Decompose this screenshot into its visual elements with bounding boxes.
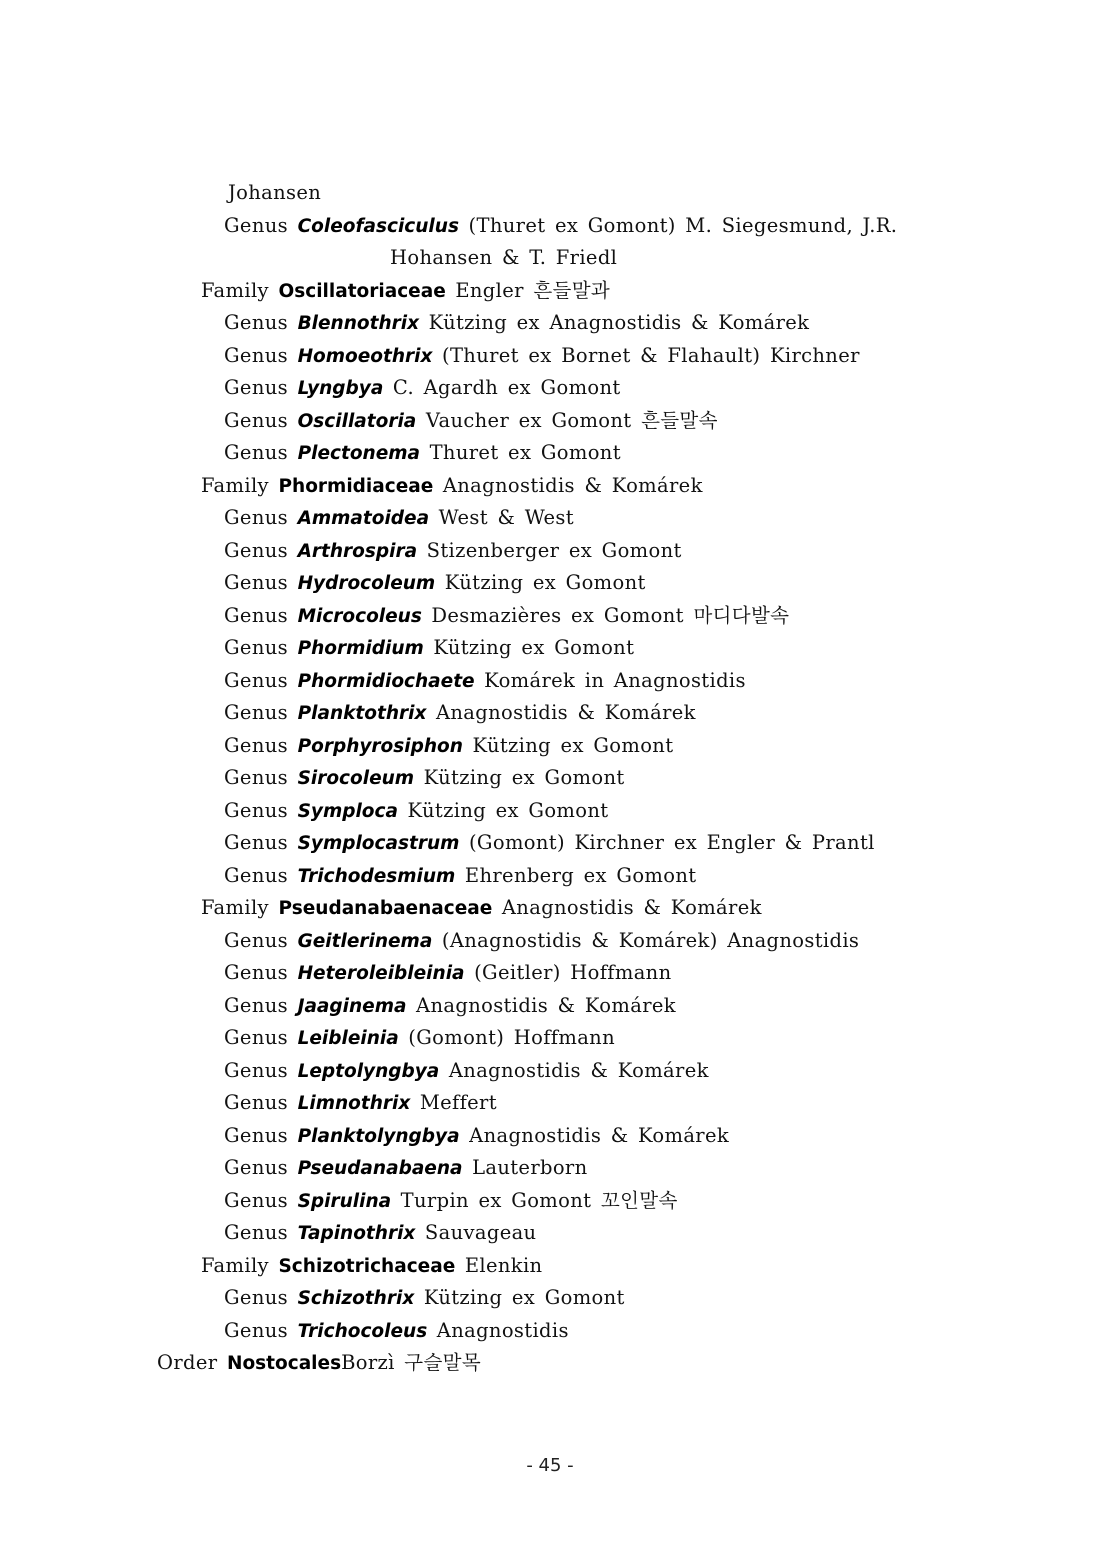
genus-entry <box>0 1087 1100 1120</box>
genus-entry <box>0 437 1100 470</box>
authority: Ehrenberg ex Gomont <box>464 863 697 887</box>
rank-label: Genus <box>224 311 288 334</box>
rank-label: Genus <box>224 603 288 627</box>
genus-entry <box>0 665 1100 698</box>
genus-name: Leptolyngbya <box>297 1060 440 1082</box>
authority: Kützing ex Gomont <box>444 571 646 594</box>
genus-entry <box>0 1055 1100 1088</box>
rank-label: Genus <box>224 376 288 399</box>
genus-entry <box>0 1022 1100 1055</box>
rank-label: Genus <box>224 1091 288 1114</box>
rank-label: Genus <box>224 1286 288 1309</box>
authority: Anagnostidis & Komárek <box>501 896 762 919</box>
genus-name: Microcoleus <box>297 605 422 627</box>
authority: (Gomont) Hoffmann <box>408 1026 616 1049</box>
rank-label: Genus <box>224 766 288 789</box>
genus-entry <box>0 827 1100 860</box>
genus-name: Heteroleibleinia <box>297 963 465 984</box>
genus-entry <box>0 502 1100 535</box>
rank-label: Family <box>201 1253 269 1277</box>
korean-name: 흔들말과 <box>533 278 611 302</box>
rank-label: Genus <box>224 733 288 757</box>
rank-label: Genus <box>224 1156 288 1179</box>
genus-entry <box>0 860 1100 893</box>
genus-entry <box>0 340 1100 373</box>
authority: Lauterborn <box>472 1156 588 1179</box>
order-name: Nostocales <box>226 1353 342 1374</box>
family-name: Pseudanabaenaceae <box>278 898 493 919</box>
genus-entry <box>0 405 1100 438</box>
authority: Anagnostidis & Komárek <box>469 1123 730 1147</box>
family-name: Schizotrichaceae <box>278 1255 456 1277</box>
authority: Kützing ex Gomont <box>472 733 674 757</box>
genus-entry <box>0 730 1100 763</box>
rank-label: Genus <box>224 831 288 854</box>
authority: (Geitler) Hoffmann <box>474 961 672 984</box>
genus-name: Hydrocoleum <box>297 573 436 594</box>
genus-name: Symploca <box>297 800 398 822</box>
rank-label: Family <box>201 896 269 919</box>
genus-entry <box>0 1282 1100 1315</box>
page-number: - 45 - <box>526 1455 574 1476</box>
genus-name: Phormidium <box>297 638 424 659</box>
family-name: Phormidiaceae <box>278 475 434 497</box>
genus-name: Planktolyngbya <box>297 1125 460 1147</box>
genus-name: Pseudanabaena <box>297 1158 463 1179</box>
authority: Anagnostidis & Komárek <box>435 701 696 724</box>
genus-entry <box>0 600 1100 633</box>
korean-name: 구슬말목 <box>404 1351 482 1374</box>
family-entry <box>0 1250 1100 1283</box>
genus-entry <box>0 957 1100 990</box>
genus-name: Porphyrosiphon <box>297 735 463 757</box>
rank-label: Genus <box>224 928 288 952</box>
genus-name: Arthrospira <box>297 540 418 562</box>
korean-name: 마디다발속 <box>693 603 790 627</box>
authority: C. Agardh ex Gomont <box>392 376 621 399</box>
authority: Anagnostidis <box>436 1318 569 1342</box>
authority: Stizenberger ex Gomont <box>426 538 682 562</box>
authority: Kützing ex Gomont <box>423 766 625 789</box>
genus-name: Trichocoleus <box>297 1320 428 1342</box>
authority: Vaucher ex Gomont <box>425 408 632 432</box>
genus-name: Oscillatoria <box>297 410 417 432</box>
family-entry <box>0 275 1100 308</box>
rank-label: Genus <box>224 1026 288 1049</box>
genus-entry <box>0 762 1100 795</box>
order-entry <box>0 1347 1100 1380</box>
genus-name: Coleofasciculus <box>297 215 459 237</box>
genus-name: Geitlerinema <box>297 930 433 952</box>
authority: (Thuret ex Gomont) M. Siegesmund, J.R. <box>468 213 898 237</box>
genus-entry <box>0 1120 1100 1153</box>
rank-label: Genus <box>224 408 288 432</box>
genus-name: Homoeothrix <box>297 345 433 367</box>
authority: Kützing ex Gomont <box>407 798 609 822</box>
authority: Desmazières ex Gomont <box>431 603 684 627</box>
authority: Kützing ex Gomont <box>423 1286 625 1309</box>
genus-entry <box>0 990 1100 1023</box>
authority: West & West <box>438 506 574 529</box>
rank-label: Genus <box>224 636 288 659</box>
continuation-text: Johansen <box>228 181 322 204</box>
genus-entry <box>0 925 1100 958</box>
authority: (Thuret ex Bornet & Flahault) Kirchner <box>441 343 860 367</box>
authority: Engler <box>455 278 524 302</box>
rank-label: Genus <box>224 1318 288 1342</box>
rank-label: Genus <box>224 1188 288 1212</box>
genus-name: Symplocastrum <box>297 833 460 854</box>
family-entry <box>0 470 1100 503</box>
rank-label: Genus <box>224 441 288 464</box>
genus-name: Leibleinia <box>297 1028 399 1049</box>
rank-label: Genus <box>224 863 288 887</box>
genus-name: Plectonema <box>297 443 421 464</box>
genus-name: Blennothrix <box>297 313 420 334</box>
rank-label: Genus <box>224 1221 288 1244</box>
genus-name: Planktothrix <box>297 703 427 724</box>
authority: Anagnostidis & Komárek <box>442 473 703 497</box>
genus-name: Sirocoleum <box>297 768 415 789</box>
rank-label: Genus <box>224 506 288 529</box>
genus-entry <box>0 697 1100 730</box>
genus-name: Lyngbya <box>297 378 384 399</box>
genus-entry <box>0 535 1100 568</box>
genus-entry <box>0 307 1100 340</box>
family-name: Oscillatoriaceae <box>278 280 446 302</box>
korean-name: 흔들말속 <box>641 408 718 432</box>
rank-label: Genus <box>224 668 288 692</box>
genus-name: Limnothrix <box>297 1093 411 1114</box>
genus-entry <box>0 210 1100 243</box>
rank-label: Family <box>201 473 269 497</box>
family-entry <box>0 892 1100 925</box>
genus-name: Trichodesmium <box>297 865 456 887</box>
rank-label: Genus <box>224 1058 288 1082</box>
authority: (Gomont) Kirchner ex Engler & Prantl <box>468 831 875 854</box>
authority: Meffert <box>419 1091 497 1114</box>
rank-label: Genus <box>224 961 288 984</box>
genus-name: Tapinothrix <box>297 1223 416 1244</box>
continuation-line <box>0 177 1100 210</box>
rank-label: Genus <box>224 993 288 1017</box>
genus-name: Spirulina <box>297 1190 392 1212</box>
rank-label: Genus <box>224 538 288 562</box>
genus-entry <box>0 567 1100 600</box>
rank-label: Genus <box>224 343 288 367</box>
rank-label: Genus <box>224 1123 288 1147</box>
genus-entry <box>0 795 1100 828</box>
rank-label: Genus <box>224 571 288 594</box>
genus-entry <box>0 372 1100 405</box>
rank-label: Genus <box>224 701 288 724</box>
genus-name: Schizothrix <box>297 1288 415 1309</box>
genus-entry <box>0 632 1100 665</box>
taxonomy-list <box>0 177 1100 1380</box>
authority: (Anagnostidis & Komárek) Anagnostidis <box>441 928 860 952</box>
continuation-line <box>0 242 1100 275</box>
genus-entry <box>0 1152 1100 1185</box>
authority: Anagnostidis & Komárek <box>448 1058 709 1082</box>
authority: Borzì <box>341 1351 395 1374</box>
genus-entry <box>0 1217 1100 1250</box>
rank-label: Order <box>157 1351 218 1374</box>
rank-label: Genus <box>224 798 288 822</box>
authority: Kützing ex Anagnostidis & Komárek <box>428 311 810 334</box>
authority: Komárek in Anagnostidis <box>484 668 746 692</box>
genus-name: Ammatoidea <box>297 508 430 529</box>
authority: Elenkin <box>464 1253 543 1277</box>
korean-name: 꼬인말속 <box>600 1188 678 1212</box>
authority: Sauvageau <box>424 1221 537 1244</box>
genus-name: Phormidiochaete <box>297 670 475 692</box>
authority: Kützing ex Gomont <box>433 636 635 659</box>
rank-label: Family <box>201 278 269 302</box>
genus-name: Jaaginema <box>297 995 407 1017</box>
authority: Thuret ex Gomont <box>429 441 621 464</box>
genus-entry <box>0 1315 1100 1348</box>
authority: Turpin ex Gomont <box>400 1188 592 1212</box>
authority: Anagnostidis & Komárek <box>416 993 676 1017</box>
genus-entry <box>0 1185 1100 1218</box>
continuation-text: Hohansen & T. Friedl <box>390 246 618 269</box>
rank-label: Genus <box>224 213 288 237</box>
